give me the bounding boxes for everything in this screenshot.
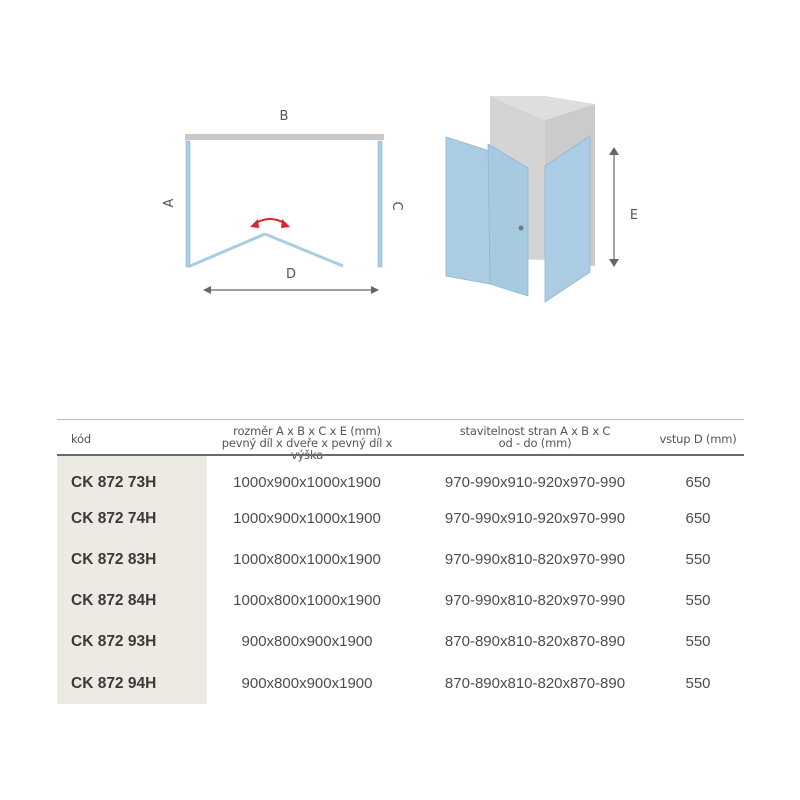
row-entry: 550: [685, 592, 711, 609]
row-code: CK 872 93H: [71, 633, 157, 650]
row-adjust: 970-990x910-920x970-990: [444, 510, 626, 527]
row-size: 1000x900x1000x1900: [233, 510, 381, 527]
row-adjust: 870-890x810-820x870-890: [444, 633, 626, 650]
table-row: [57, 632, 744, 652]
table-row: [57, 591, 744, 611]
label-a: A: [162, 198, 177, 208]
door-right: [265, 234, 343, 266]
row-size: 900x800x900x1900: [241, 633, 373, 650]
row-size: 900x800x900x1900: [241, 675, 373, 692]
header-adjust-line2: od - do (mm): [498, 436, 572, 450]
row-entry: 650: [685, 474, 711, 491]
row-code: CK 872 74H: [71, 510, 157, 527]
table-row: [57, 674, 744, 694]
header-size-line1: rozměr A x B x C x E (mm): [233, 424, 381, 438]
header-size-line2: pevný díl x dveře x pevný díl x: [221, 436, 393, 450]
header-adjust-line1: stavitelnost stran A x B x C: [459, 424, 611, 438]
header-adjust: [415, 425, 655, 449]
row-size: 1000x900x1000x1900: [233, 474, 381, 491]
row-size: 1000x800x1000x1900: [233, 551, 381, 568]
label-e: E: [629, 208, 639, 223]
table-row: [57, 550, 744, 570]
glass-door-left: [488, 144, 528, 296]
row-code: CK 872 83H: [71, 551, 157, 568]
glass-panel-left: [446, 137, 490, 284]
row-adjust: 870-890x810-820x870-890: [444, 675, 626, 692]
panel-a: [186, 141, 190, 267]
table-top-rule: [57, 419, 744, 420]
label-b: B: [279, 109, 289, 124]
row-code: CK 872 94H: [71, 675, 157, 692]
perspective-view: [446, 96, 638, 302]
door-left: [190, 234, 265, 266]
wall-b: [185, 134, 384, 140]
dimension-e-arrow: [609, 147, 619, 267]
row-size: 1000x800x1000x1900: [233, 592, 381, 609]
header-code: kód: [71, 432, 91, 446]
table-row: [57, 473, 744, 493]
product-table: [57, 419, 744, 704]
row-code: CK 872 84H: [71, 592, 157, 609]
row-adjust: 970-990x810-820x970-990: [444, 592, 626, 609]
row-adjust: 970-990x810-820x970-990: [444, 551, 626, 568]
row-entry: 550: [685, 675, 711, 692]
table-row: [57, 509, 744, 529]
row-entry: 550: [685, 633, 711, 650]
header-entry: vstup D (mm): [659, 432, 737, 446]
row-entry: 650: [685, 510, 711, 527]
door-handle-icon: [519, 226, 524, 231]
row-code: CK 872 73H: [71, 474, 157, 491]
label-c: C: [389, 201, 404, 211]
panel-c: [378, 141, 382, 267]
plan-view: [162, 109, 404, 294]
code-column-background: [57, 456, 207, 704]
label-d: D: [285, 267, 297, 282]
row-adjust: 970-990x910-920x970-990: [444, 474, 626, 491]
table-header-rule: [57, 454, 744, 456]
row-entry: 550: [685, 551, 711, 568]
dimension-d-arrow: [203, 286, 379, 294]
swing-arrow-icon: [250, 219, 290, 228]
